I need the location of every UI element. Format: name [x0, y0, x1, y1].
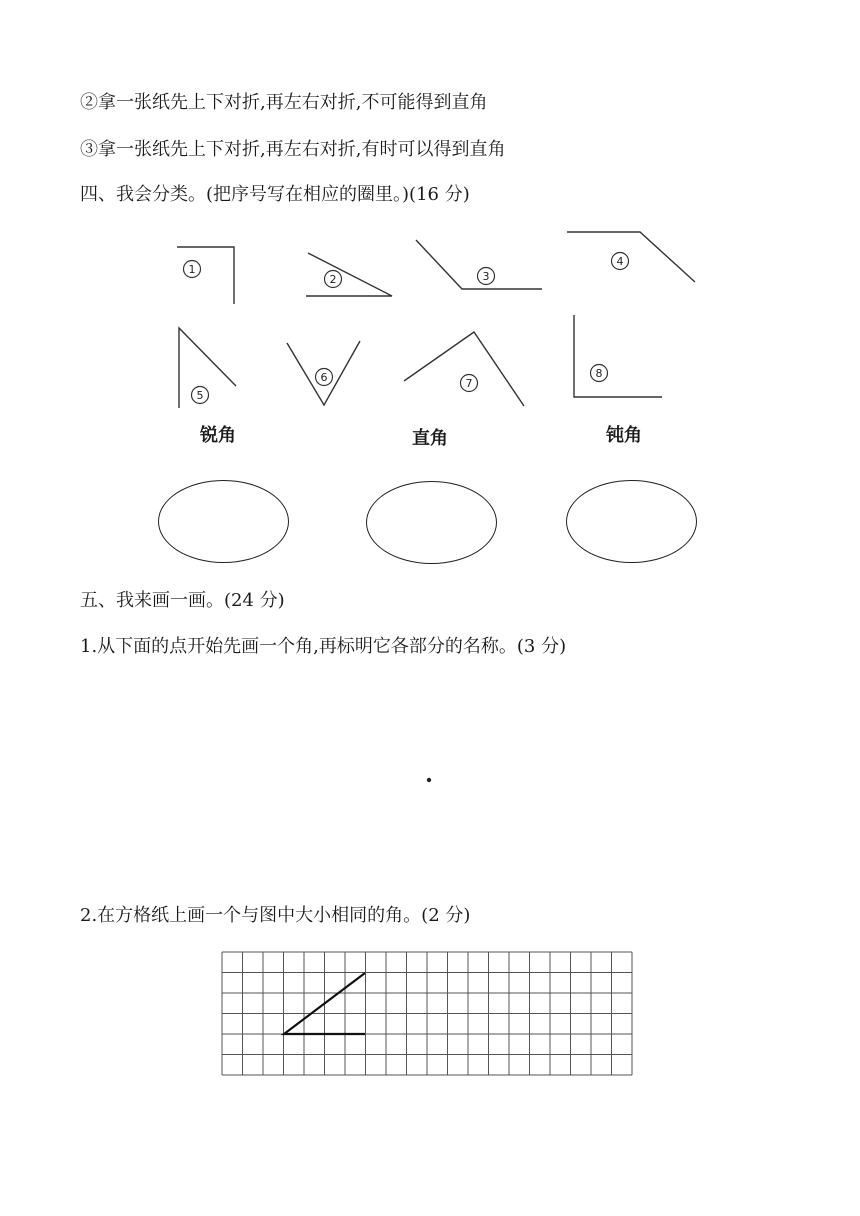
category-acute-label: 锐角	[200, 425, 236, 446]
start-point	[0, 770, 860, 790]
angles-figure	[0, 0, 860, 420]
grid-figure	[0, 945, 860, 1085]
category-obtuse-circle[interactable]	[566, 480, 697, 563]
statement-2: ②拿一张纸先上下对折,再左右对折,不可能得到直角	[80, 92, 488, 113]
angle-number-7: 7	[465, 377, 473, 390]
angle-number-2: 2	[329, 273, 337, 286]
angle-1	[177, 247, 234, 304]
category-right-label: 直角	[412, 428, 448, 449]
angle-number-8: 8	[595, 367, 603, 380]
angle-number-3: 3	[482, 270, 490, 283]
category-right-circle[interactable]	[366, 481, 497, 564]
section-5-title: 五、我来画一画。(24 分)	[80, 590, 285, 611]
angle-number-5: 5	[196, 389, 204, 402]
question-1: 1.从下面的点开始先画一个角,再标明它各部分的名称。(3 分)	[80, 636, 567, 657]
angle-number-4: 4	[616, 255, 624, 268]
angle-number-6: 6	[320, 371, 328, 384]
angle-number-1: 1	[188, 263, 196, 276]
angle-4	[567, 232, 695, 282]
angle-8	[574, 315, 662, 397]
category-acute-circle[interactable]	[158, 480, 289, 563]
angle-7	[404, 332, 524, 406]
angle-5	[179, 328, 236, 408]
question-2: 2.在方格纸上画一个与图中大小相同的角。(2 分)	[80, 905, 471, 926]
category-obtuse-label: 钝角	[606, 425, 642, 446]
angle-2	[306, 253, 392, 296]
statement-3: ③拿一张纸先上下对折,再左右对折,有时可以得到直角	[80, 139, 506, 160]
section-4-title: 四、我会分类。(把序号写在相应的圈里。)(16 分)	[80, 184, 470, 205]
